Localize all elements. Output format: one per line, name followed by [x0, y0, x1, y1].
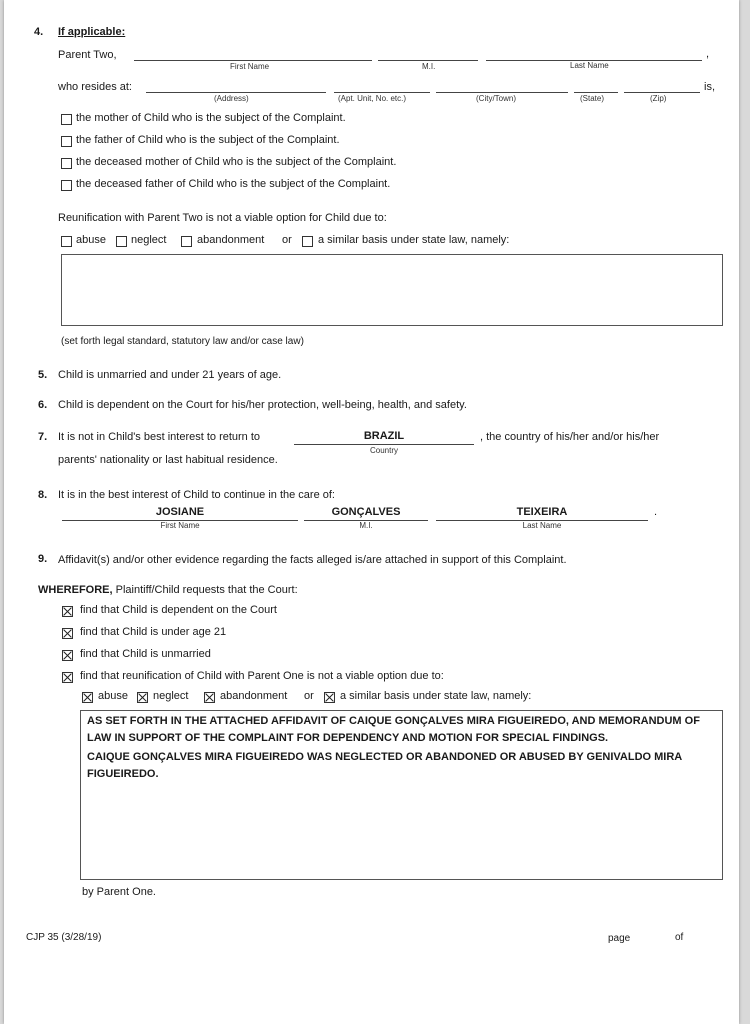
- abandonment-label: abandonment: [197, 234, 265, 246]
- period: .: [654, 506, 658, 518]
- wherefore-item-reunification: find that reunification of Child with Parent One is not a viable option due to:: [80, 670, 444, 682]
- section-8-number: 8.: [38, 489, 48, 501]
- parent-two-reason-textarea[interactable]: [61, 254, 723, 326]
- section-7-text-after: , the country of his/her and/or his/her: [480, 431, 660, 443]
- care-first-name-label: First Name: [160, 521, 200, 530]
- country-value: BRAZIL: [363, 430, 405, 442]
- care-first-name-value: JOSIANE: [155, 506, 205, 518]
- section-7-text-line2: parents' nationality or last habitual residence.: [58, 454, 278, 466]
- similar-basis-label: a similar basis under state law, namely:: [318, 234, 510, 246]
- parent-two-first-name-field[interactable]: [134, 60, 372, 61]
- section-9-number: 9.: [38, 553, 48, 565]
- wherefore-item-unmarried: find that Child is unmarried: [80, 648, 211, 660]
- legal-standard-note: (set forth legal standard, statutory law and/or case law): [61, 336, 304, 347]
- abuse-checkbox[interactable]: [61, 236, 72, 247]
- by-parent-one: by Parent One.: [82, 886, 156, 898]
- neglect-label: neglect: [131, 234, 167, 246]
- wherefore-bold: WHEREFORE,: [38, 584, 113, 596]
- mother-checkbox[interactable]: [61, 114, 72, 125]
- address-field[interactable]: [146, 92, 326, 93]
- of-label: of: [675, 932, 684, 943]
- option-father: the father of Child who is the subject of the Complaint.: [76, 134, 340, 146]
- parent-two-label: Parent Two,: [58, 49, 117, 61]
- parent-two-reason-text: [62, 255, 722, 259]
- or-label: or: [282, 234, 292, 246]
- apt-label: (Apt. Unit, No. etc.): [338, 94, 407, 103]
- parent-one-reason-textarea[interactable]: [80, 710, 723, 880]
- wherefore-lead: [38, 584, 298, 596]
- w-abandonment-label: abandonment: [220, 690, 288, 702]
- care-mi-value: GONÇALVES: [331, 506, 401, 518]
- option-mother: the mother of Child who is the subject of the Complaint.: [76, 112, 346, 124]
- dependent-checkbox[interactable]: [62, 606, 73, 617]
- section-5-text: Child is unmarried and under 21 years of age.: [58, 369, 282, 381]
- first-name-label: First Name: [230, 62, 270, 71]
- w-or-label: or: [304, 690, 314, 702]
- w-neglect-checkbox[interactable]: [137, 692, 148, 703]
- w-abuse-checkbox[interactable]: [82, 692, 93, 703]
- address-label: (Address): [214, 94, 249, 103]
- deceased-mother-checkbox[interactable]: [61, 158, 72, 169]
- reunification-checkbox[interactable]: [62, 672, 73, 683]
- care-mi-label: M.I.: [359, 521, 373, 530]
- state-label: (State): [580, 94, 605, 103]
- abuse-label: abuse: [76, 234, 106, 246]
- form-id: CJP 35 (3/28/19): [26, 932, 102, 943]
- section-4-number: 4.: [34, 26, 44, 38]
- page-label: page: [608, 933, 631, 944]
- father-checkbox[interactable]: [61, 136, 72, 147]
- section-6-text: Child is dependent on the Court for his/her protection, well-being, health, and safety.: [58, 399, 467, 411]
- neglect-checkbox[interactable]: [116, 236, 127, 247]
- under-21-checkbox[interactable]: [62, 628, 73, 639]
- apt-field[interactable]: [334, 92, 430, 93]
- w-abandonment-checkbox[interactable]: [204, 692, 215, 703]
- section-4-heading: If applicable:: [58, 26, 126, 38]
- wherefore-text: Plaintiff/Child requests that the Court:: [115, 584, 298, 596]
- zip-label: (Zip): [650, 94, 667, 103]
- w-similar-basis-label: a similar basis under state law, namely:: [340, 690, 532, 702]
- section-5-number: 5.: [38, 369, 48, 381]
- reunification-text: Reunification with Parent Two is not a viable option for Child due to:: [58, 212, 387, 224]
- wherefore-item-dependent: find that Child is dependent on the Court: [80, 604, 277, 616]
- last-name-label: Last Name: [570, 61, 609, 70]
- form-page: [4, 0, 739, 1024]
- deceased-father-checkbox[interactable]: [61, 180, 72, 191]
- parent-one-reason-text-2: CAIQUE GONÇALVES MIRA FIGUEIREDO WAS NEGLECTED OR ABANDONED OR ABUSED BY GENIVALDO MIRA FIGUEIREDO.: [87, 751, 682, 780]
- wherefore-item-under-21: find that Child is under age 21: [80, 626, 227, 638]
- w-similar-basis-checkbox[interactable]: [324, 692, 335, 703]
- section-6-number: 6.: [38, 399, 48, 411]
- w-abuse-label: abuse: [98, 690, 128, 702]
- comma: ,: [706, 48, 710, 60]
- parent-one-reason-text-1: AS SET FORTH IN THE ATTACHED AFFIDAVIT OF CAIQUE GONÇALVES MIRA FIGUEIREDO, AND MEMORANDUM OF LAW IN SUPPORT OF THE COMPLAINT FOR DEPENDENCY AND MOTION FOR SPECIAL FINDINGS.: [87, 715, 700, 744]
- parent-two-mi-field[interactable]: [378, 60, 478, 61]
- section-7-text-before: It is not in Child's best interest to return to: [58, 431, 261, 443]
- abandonment-checkbox[interactable]: [181, 236, 192, 247]
- section-7-number: 7.: [38, 431, 48, 443]
- country-field[interactable]: [294, 444, 474, 445]
- zip-field[interactable]: [624, 92, 700, 93]
- section-9-text: Affidavit(s) and/or other evidence regarding the facts alleged is/are attached in support of this Complaint.: [58, 554, 567, 566]
- city-field[interactable]: [436, 92, 568, 93]
- is-label: is,: [704, 81, 715, 93]
- resides-label: who resides at:: [58, 81, 132, 93]
- section-8-text: It is in the best interest of Child to continue in the care of:: [58, 489, 335, 501]
- care-last-name-label: Last Name: [522, 521, 562, 530]
- mi-label: M.I.: [422, 62, 436, 71]
- unmarried-checkbox[interactable]: [62, 650, 73, 661]
- care-last-name-value: TEIXEIRA: [516, 506, 568, 518]
- similar-basis-checkbox[interactable]: [302, 236, 313, 247]
- state-field[interactable]: [574, 92, 618, 93]
- option-deceased-father: the deceased father of Child who is the subject of the Complaint.: [76, 178, 391, 190]
- option-deceased-mother: the deceased mother of Child who is the subject of the Complaint.: [76, 156, 397, 168]
- w-neglect-label: neglect: [153, 690, 189, 702]
- city-label: (City/Town): [476, 94, 517, 103]
- country-label: Country: [369, 446, 398, 455]
